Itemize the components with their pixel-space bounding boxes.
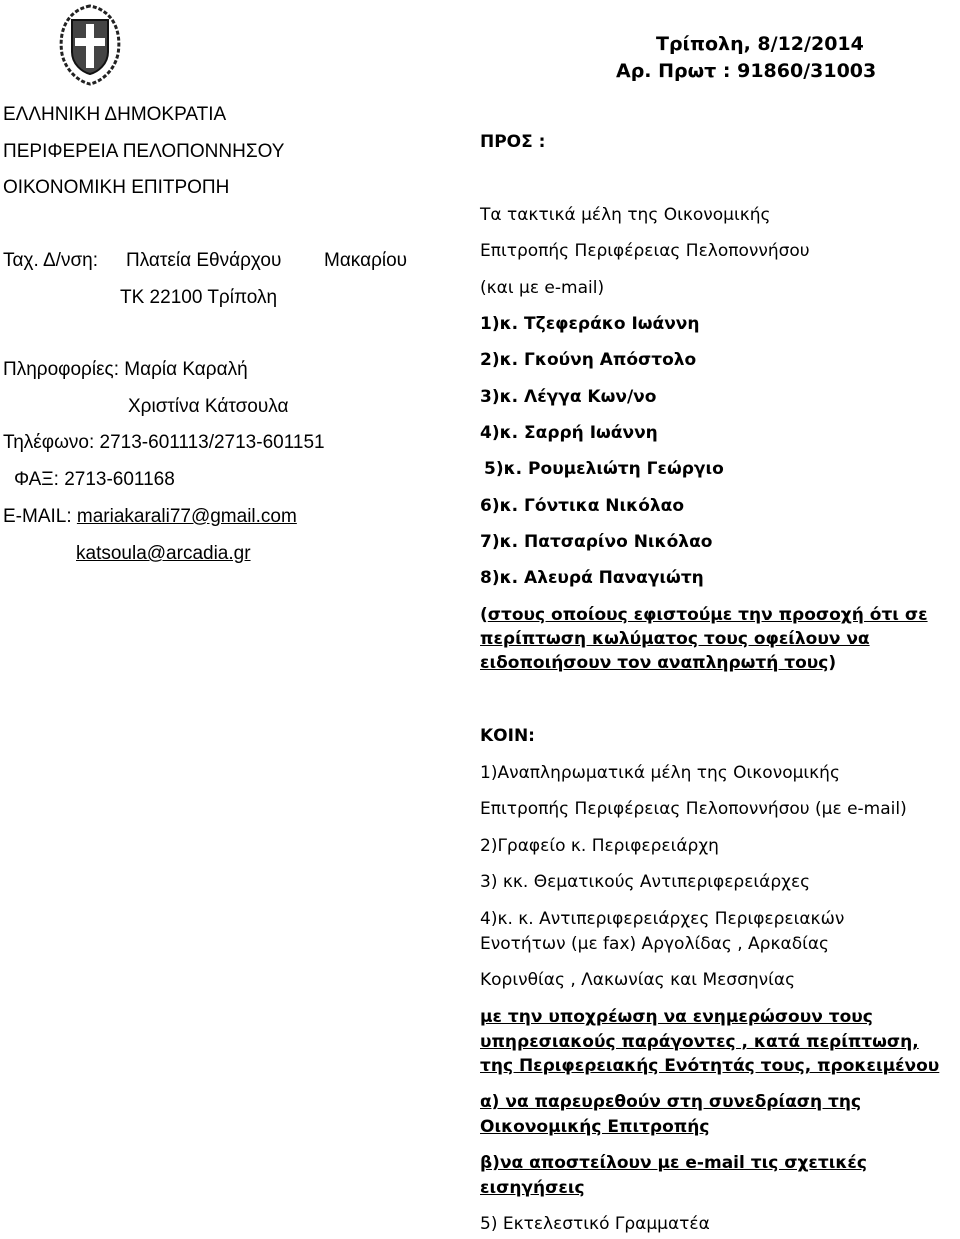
recipients-note-1: στους οποίους εφιστούμε την προσοχή ότι σε [487,605,928,625]
obligation-line-4: α) να παρευρεθούν στη συνεδρίαση της [480,1092,862,1112]
recipient-item: 1)κ. Τζεφεράκο Ιωάννη [480,314,700,334]
sender-line-2: ΠΕΡΙΦΕΡΕΙΑ ΠΕΛΟΠΟΝΝΗΣΟΥ [3,141,285,162]
email-label: E-MAIL: [3,506,72,527]
fax-number: ΦΑΞ: 2713-601168 [14,469,175,490]
info-contact: Πληροφορίες: Μαρία Καραλή [3,359,248,380]
obligation-line-2: υπηρεσιακούς παράγοντες , κατά περίπτωση, [480,1032,919,1052]
obligation-line-5: Οικονομικής Επιτροπής [480,1117,710,1137]
cc-heading: ΚΟΙΝ: [480,726,535,746]
recipient-item: 2)κ. Γκούνη Απόστολο [480,350,697,370]
sender-line-1: ΕΛΛΗΝΙΚΗ ΔΗΜΟΚΡΑΤΙΑ [3,104,227,125]
recipient-item: 5)κ. Ρουμελιώτη Γεώργιο [484,459,724,479]
cc-line-3: 3) κκ. Θεματικούς Αντιπεριφερειάρχες [480,872,811,892]
cc-line-1a: 1)Αναπληρωματικά μέλη της Οικονομικής [480,763,840,783]
address-street-2: Μακαρίου [324,250,408,271]
recipients-intro-2: Επιτροπής Περιφέρειας Πελοποννήσου [480,241,810,261]
address-street: Πλατεία Εθνάρχου [126,250,282,271]
recipients-intro-3: (και με e-mail) [480,278,605,298]
recipient-item: 4)κ. Σαρρή Ιωάννη [480,423,658,443]
cc-line-4b: Ενοτήτων (με fax) Αργολίδας , Αρκαδίας [480,934,830,954]
cc-line-1b: Επιτροπής Περιφέρειας Πελοποννήσου (με e-mail) [480,799,907,819]
address-label: Ταχ. Δ/νση: [3,250,99,271]
recipients-heading: ΠΡΟΣ : [480,132,546,152]
date-line: Τρίπολη, 8/12/2014 [656,33,864,55]
cc-line-2: 2)Γραφείο κ. Περιφερειάρχη [480,836,719,856]
protocol-number: Αρ. Πρωτ : 91860/31003 [616,60,877,82]
postcode-city: ΤΚ 22100 Τρίπολη [120,287,278,308]
info-contact-2: Χριστίνα Κάτσουλα [128,396,289,417]
obligation-line-6: β)να αποστείλουν με e-mail τις σχετικές [480,1153,867,1173]
recipients-note-3: ειδοποιήσουν τον αναπληρωτή τους [480,653,829,673]
sender-line-3: ΟΙΚΟΝΟΜΙΚΗ ΕΠΙΤΡΟΠΗ [3,177,230,198]
note-paren-close: ) [828,653,837,673]
cc-line-5: 5) Εκτελεστικό Γραμματέα [480,1214,710,1234]
recipients-intro-1: Τα τακτικά μέλη της Οικονομικής [480,205,771,225]
email-link-2[interactable]: katsoula@arcadia.gr [76,543,251,564]
greek-coat-of-arms-icon [52,2,128,86]
cc-line-4a: 4)κ. κ. Αντιπεριφερειάρχες Περιφερειακών [480,909,845,929]
obligation-line-7: εισηγήσεις [480,1178,585,1198]
recipient-item: 8)κ. Αλευρά Παναγιώτη [480,568,704,588]
cc-line-4c: Κορινθίας , Λακωνίας και Μεσσηνίας [480,970,796,990]
email-link-1[interactable]: mariakarali77@gmail.com [76,506,297,527]
obligation-line-3: της Περιφερειακής Ενότητάς τους, προκειμένου [480,1056,940,1076]
phone-number: Τηλέφωνο: 2713-601113/2713-601151 [3,432,325,453]
recipient-item: 6)κ. Γόντικα Νικόλαο [480,496,685,516]
recipient-item: 3)κ. Λέγγα Κων/νο [480,387,657,407]
note-paren-open: ( [480,605,488,625]
obligation-line-1: με την υποχρέωση να ενημερώσουν τους [480,1007,873,1027]
recipient-item: 7)κ. Πατσαρίνο Νικόλαο [480,532,713,552]
recipients-note-2: περίπτωση κωλύματος τους οφείλουν να [480,629,870,649]
